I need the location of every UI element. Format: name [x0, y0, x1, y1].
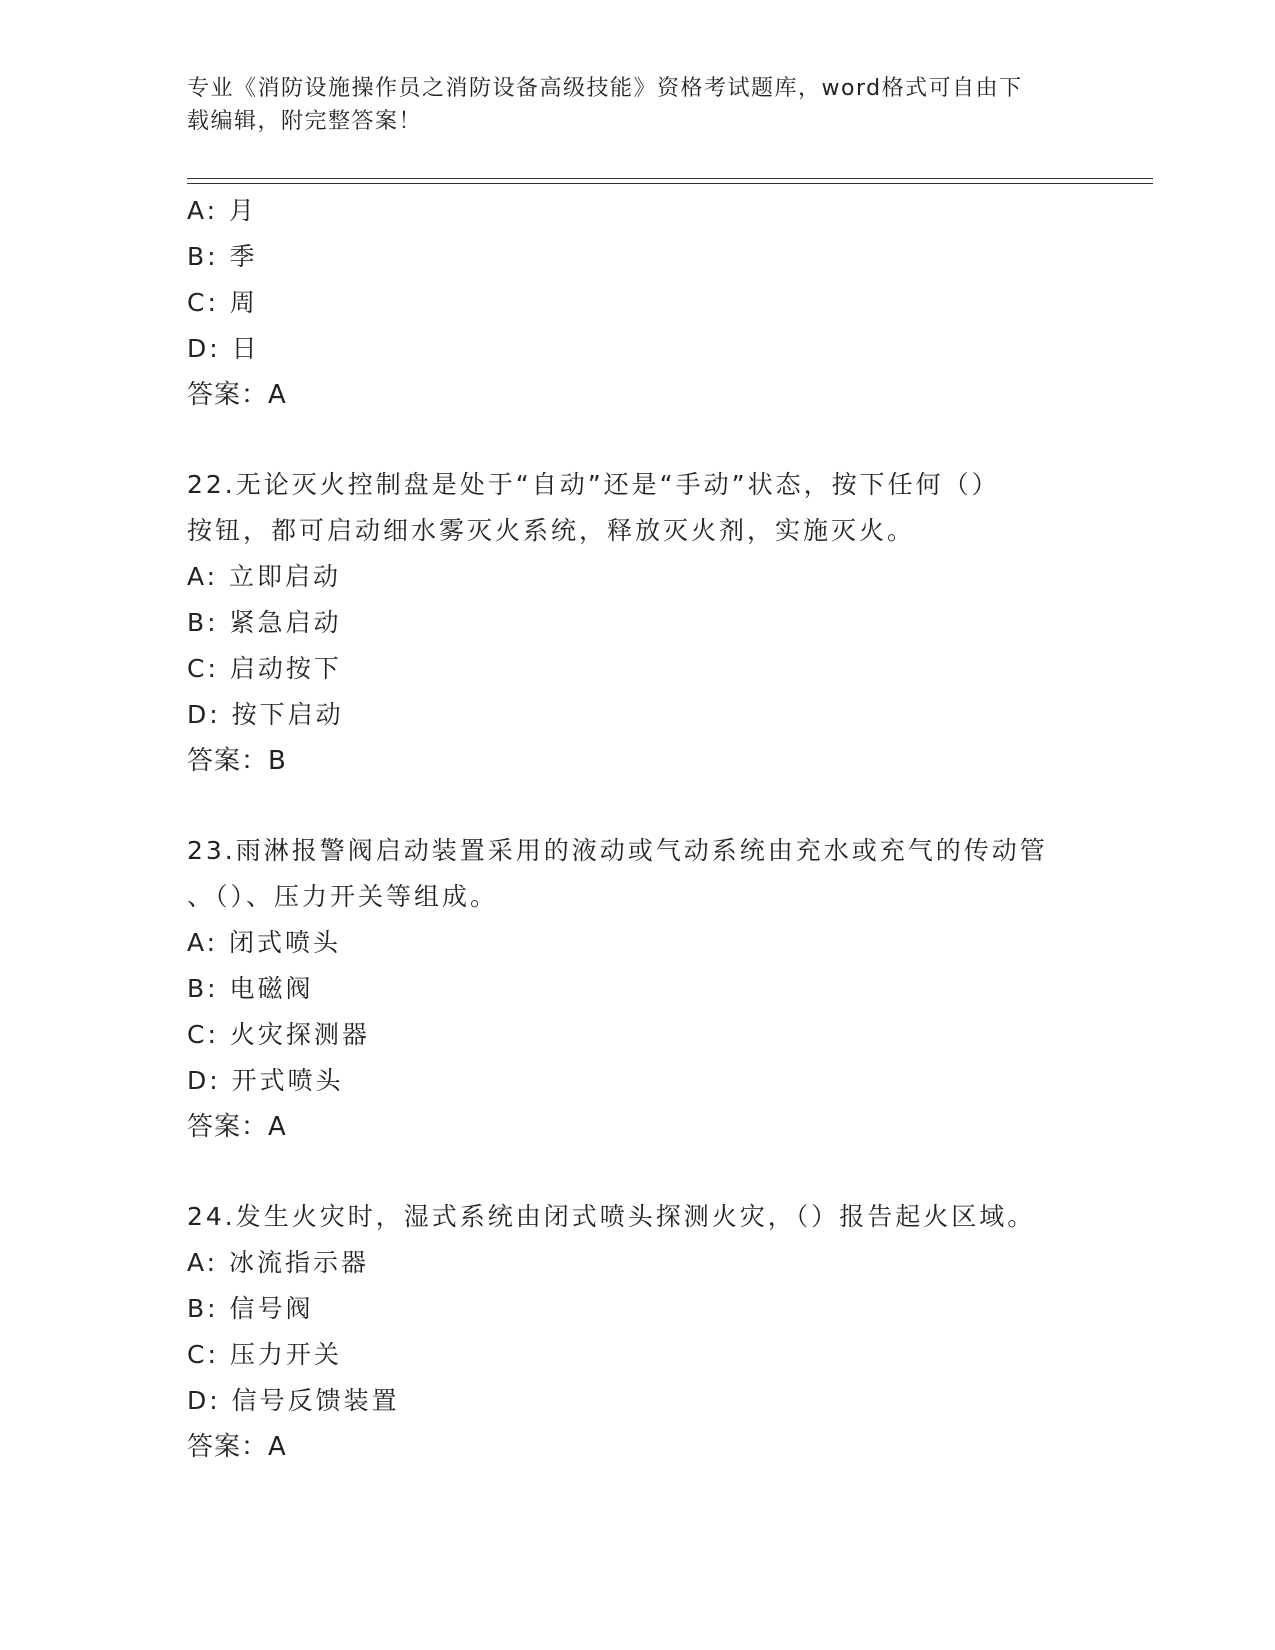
option-a: A: 月 — [187, 196, 258, 225]
option-d: D: 日 — [187, 334, 260, 363]
question-21 — [187, 188, 1087, 418]
option-a: A: 冰流指示器 — [187, 1248, 370, 1277]
question-stem: 23.雨淋报警阀启动装置采用的液动或气动系统由充水或充气的传动管 — [187, 836, 1048, 865]
header-rule-bottom — [187, 183, 1153, 184]
question-stem: 22.无论灭火控制盘是处于“自动”还是“手动”状态，按下任何（） — [187, 470, 1000, 499]
question-stem-continued: 按钮，都可启动细水雾灭火系统，释放灭火剂，实施灭火。 — [187, 516, 916, 545]
option-d: D: 信号反馈装置 — [187, 1386, 400, 1415]
option-a: A: 立即启动 — [187, 562, 342, 591]
question-stem: 24.发生火灾时，湿式系统由闭式喷头探测火灾，（）报告起火区域。 — [187, 1202, 1036, 1231]
document-header — [187, 72, 1087, 138]
answer: 答案：A — [187, 1432, 287, 1462]
option-b: B: 电磁阀 — [187, 974, 314, 1003]
question-23 — [187, 828, 1087, 1150]
header-line-2: 载编辑，附完整答案！ — [187, 109, 423, 134]
header-line-1: 专业《消防设施操作员之消防设备高级技能》资格考试题库，word格式可自由下 — [187, 76, 1023, 101]
option-b: B: 季 — [187, 242, 258, 271]
option-b: B: 信号阀 — [187, 1294, 314, 1323]
answer: 答案：A — [187, 380, 287, 410]
answer: 答案：B — [187, 746, 287, 776]
question-spacer — [187, 784, 1087, 828]
question-24 — [187, 1194, 1087, 1470]
option-c: C: 压力开关 — [187, 1340, 342, 1369]
option-c: C: 周 — [187, 288, 258, 317]
question-22 — [187, 462, 1087, 784]
question-list — [187, 188, 1087, 1470]
header-rule-top — [187, 178, 1153, 179]
option-c: C: 火灾探测器 — [187, 1020, 370, 1049]
option-d: D: 按下启动 — [187, 700, 344, 729]
question-stem-continued: 、（）、压力开关等组成。 — [187, 882, 499, 911]
option-a: A: 闭式喷头 — [187, 928, 342, 957]
option-b: B: 紧急启动 — [187, 608, 342, 637]
option-d: D: 开式喷头 — [187, 1066, 344, 1095]
question-spacer — [187, 418, 1087, 462]
question-spacer — [187, 1150, 1087, 1194]
option-c: C: 启动按下 — [187, 654, 342, 683]
answer: 答案：A — [187, 1112, 287, 1142]
